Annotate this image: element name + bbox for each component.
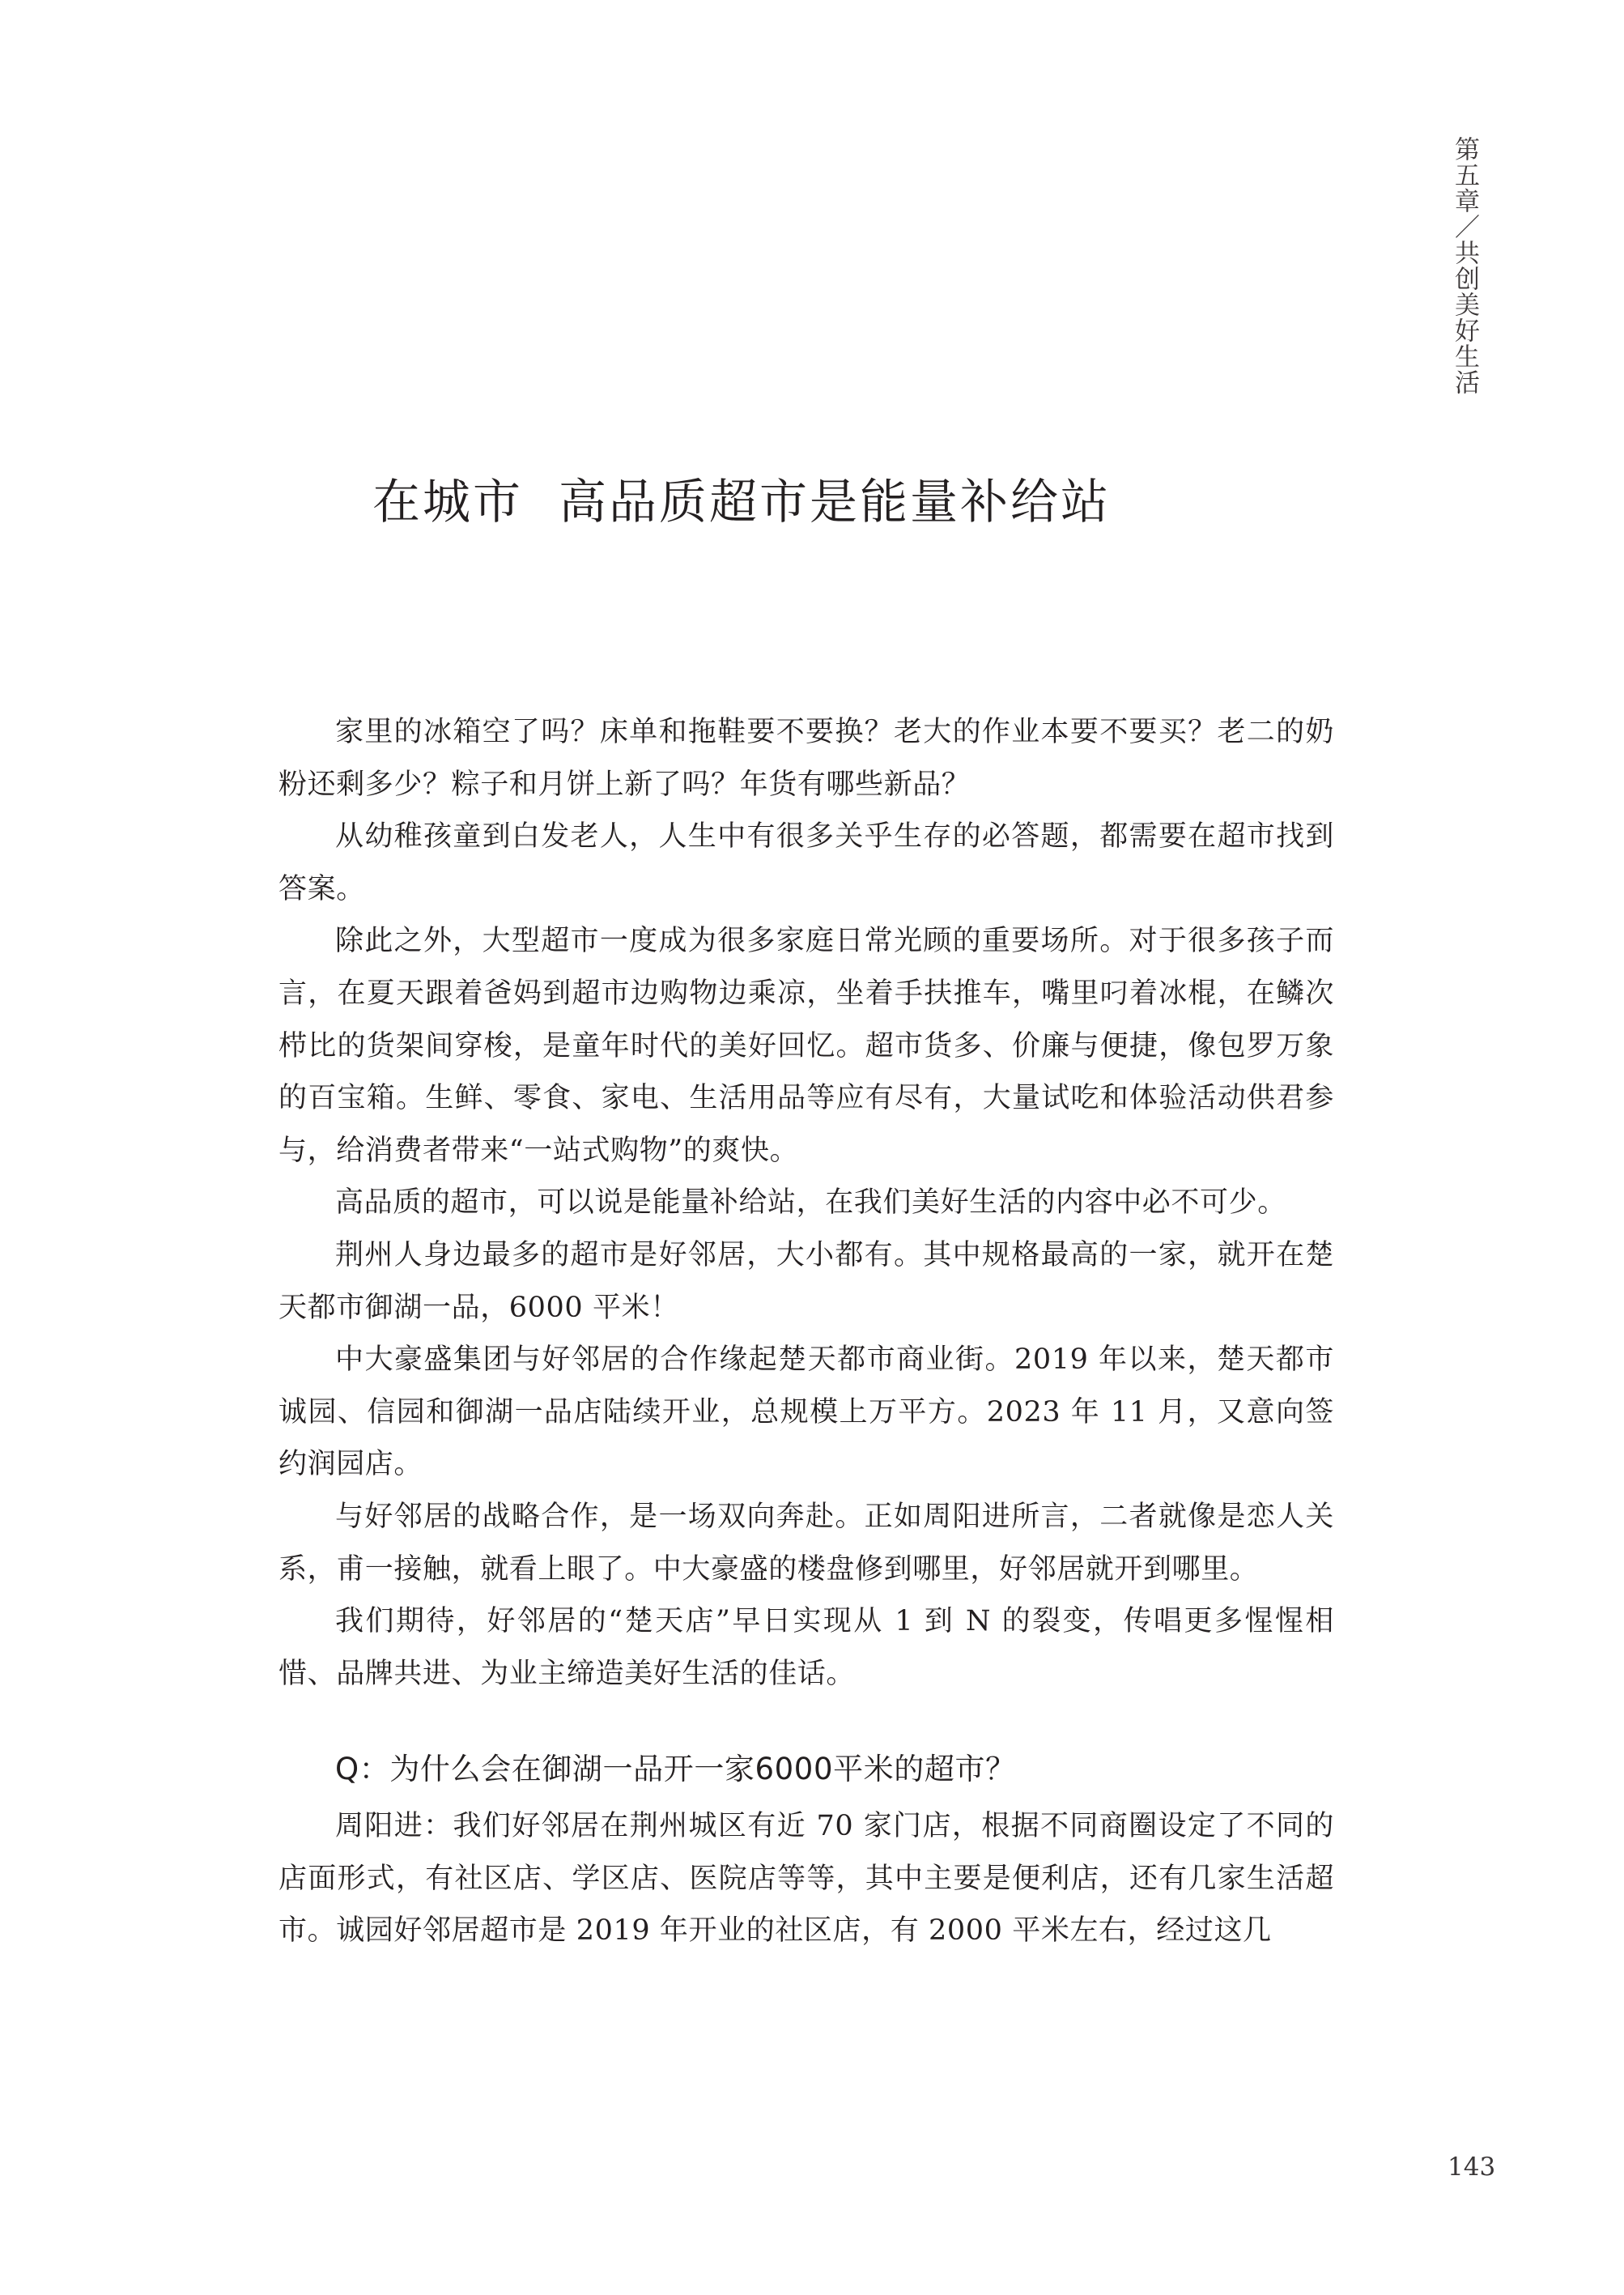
paragraph: 除此之外，大型超市一度成为很多家庭日常光顾的重要场所。对于很多孩子而言，在夏天跟着爸妈到超市边购物边乘凉，坐着手扶推车，嘴里叼着冰棍，在鳞次栉比的货架间穿梭，是童年时代的美好回忆。超市货多、价廉与便捷，像包罗万象的百宝箱。生鲜、零食、家电、生活用品等应有尽有，大量试吃和体验活动供君参与，给消费者带来“一站式购物”的爽快。 xyxy=(278,925,1334,1167)
paragraph: 中大豪盛集团与好邻居的合作缘起楚天都市商业街。2019 年以来，楚天都市诚园、信园和御湖一品店陆续开业，总规模上万平方。2023 年 11 月，又意向签约润园店。 xyxy=(278,1343,1334,1481)
paragraph: 我们期待，好邻居的“楚天店”早日实现从 1 到 N 的裂变，传唱更多惺惺相惜、品牌共进、为业主缔造美好生活的佳话。 xyxy=(278,1605,1334,1690)
paragraph: 从幼稚孩童到白发老人，人生中有很多关乎生存的必答题，都需要在超市找到答案。 xyxy=(278,820,1334,905)
running-head: 第五章／共创美好生活 xyxy=(1450,136,1479,395)
qa-answer: 周阳进：我们好邻居在荆州城区有近 70 家门店，根据不同商圈设定了不同的店面形式，有社区店、学区店、医院店等等，其中主要是便利店，还有几家生活超市。诚园好邻居超市是 2019 年开业的社区店，有 2000 平米左右，经过这几 xyxy=(278,1810,1334,1948)
paragraph: 高品质的超市，可以说是能量补给站，在我们美好生活的内容中必不可少。 xyxy=(335,1186,1286,1220)
paragraph: 荆州人身边最多的超市是好邻居，大小都有。其中规格最高的一家，就开在楚天都市御湖一品，6000 平米！ xyxy=(278,1238,1334,1324)
body-text xyxy=(278,706,1334,1957)
paragraph: 家里的冰箱空了吗？床单和拖鞋要不要换？老大的作业本要不要买？老二的奶粉还剩多少？粽子和月饼上新了吗？年货有哪些新品？ xyxy=(278,716,1334,801)
qa-question: Q：为什么会在御湖一品开一家6000平米的超市？ xyxy=(335,1752,1016,1787)
section-title-part1: 在城市 xyxy=(372,474,524,530)
section-title xyxy=(372,470,1111,534)
paragraph: 与好邻居的战略合作，是一场双向奔赴。正如周阳进所言，二者就像是恋人关系，甫一接触，就看上眼了。中大豪盛的楼盘修到哪里，好邻居就开到哪里。 xyxy=(278,1500,1334,1586)
section-title-part2: 高品质超市是能量补给站 xyxy=(559,474,1112,530)
page-number: 143 xyxy=(1448,2152,1496,2182)
